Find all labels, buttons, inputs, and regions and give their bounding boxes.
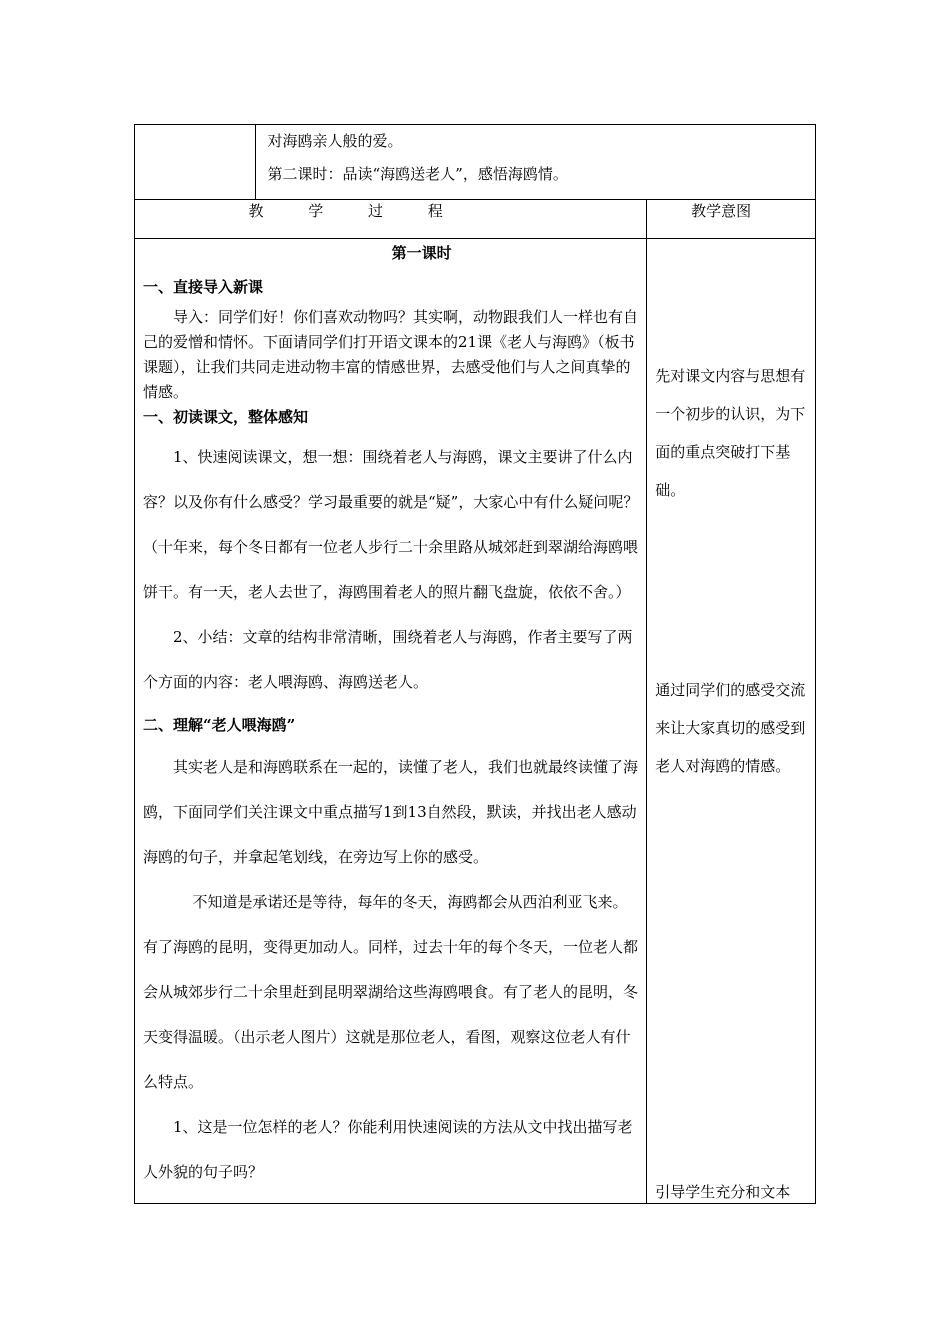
goal-line-2: 第二课时：品读“海鸥送老人”，感悟海鸥情。 — [267, 165, 568, 183]
lesson-title: 第一课时 — [391, 244, 452, 262]
section-2-paragraph-1: 1、快速阅读课文，想一想：围绕着老人与海鸥，课文主要讲了什么内容？以及你有什么感受？学习最重要的就是“疑”，大家心中有什么疑问呢？（十年来，每个冬日都有一位老人步行二十余里路从城郊赶到翠湖给海鸥喂饼干。有一天，老人去世了，海鸥围着老人的照片翻飞盘旋，依依不舍。） — [143, 448, 639, 601]
section-1-text: 导入：同学们好！你们喜欢动物吗？其实啊，动物跟我们人一样也有自己的爱憎和情怀。下面请同学们打开语文课本的21课《老人与海鸥》（板书课题），让我们共同走进动物丰富的情感世界，去感受他们与人之间真挚的情感。 — [143, 308, 639, 401]
header-row — [135, 200, 816, 239]
lesson-plan-table — [134, 124, 816, 1204]
goals-row — [135, 125, 816, 200]
goals-label-cell — [135, 125, 256, 200]
section-3-title: 二、理解“老人喂海鸥” — [143, 716, 296, 734]
content-row — [135, 239, 816, 1204]
intent-cell — [647, 239, 816, 1204]
section-2-paragraph-2: 2、小结：文章的结构非常清晰，围绕着老人与海鸥，作者主要写了两个方面的内容：老人喂海鸥、海鸥送老人。 — [143, 628, 633, 691]
section-1-title: 一、直接导入新课 — [143, 278, 264, 296]
section-3-paragraph-3: 1、这是一位怎样的老人？你能利用快速阅读的方法从文中找出描写老人外貌的句子吗？ — [143, 1118, 633, 1181]
intent-note-1: 先对课文内容与思想有一个初步的认识，为下面的重点突破打下基础。 — [655, 367, 806, 499]
goal-line-1: 对海鸥亲人般的爱。 — [267, 132, 403, 150]
section-3-paragraph-2: 不知道是承诺还是等待，每年的冬天，海鸥都会从西泊利亚飞来。有了海鸥的昆明，变得更加动人。同样，过去十年的每个冬天，一位老人都会从城郊步行二十余里赶到昆明翠湖给这些海鸥喂食。有了老人的昆明，冬天变得温暖。（出示老人图片）这就是那位老人，看图，观察这位老人有什么特点。 — [143, 893, 639, 1091]
goals-cell — [255, 125, 815, 200]
intent-header: 教学意图 — [647, 200, 816, 239]
intent-note-3: 引导学生充分和文本 — [655, 1183, 791, 1201]
process-header: 教 学 过 程 — [135, 200, 647, 239]
section-2-title: 一、初读课文，整体感知 — [143, 408, 309, 426]
process-cell — [135, 239, 647, 1204]
section-3-paragraph-1: 其实老人是和海鸥联系在一起的，读懂了老人，我们也就最终读懂了海鸥，下面同学们关注课文中重点描写1到13自然段，默读，并找出老人感动海鸥的句子，并拿起笔划线，在旁边写上你的感受。 — [143, 758, 639, 866]
intent-note-2: 通过同学们的感受交流来让大家真切的感受到老人对海鸥的情感。 — [655, 681, 806, 775]
